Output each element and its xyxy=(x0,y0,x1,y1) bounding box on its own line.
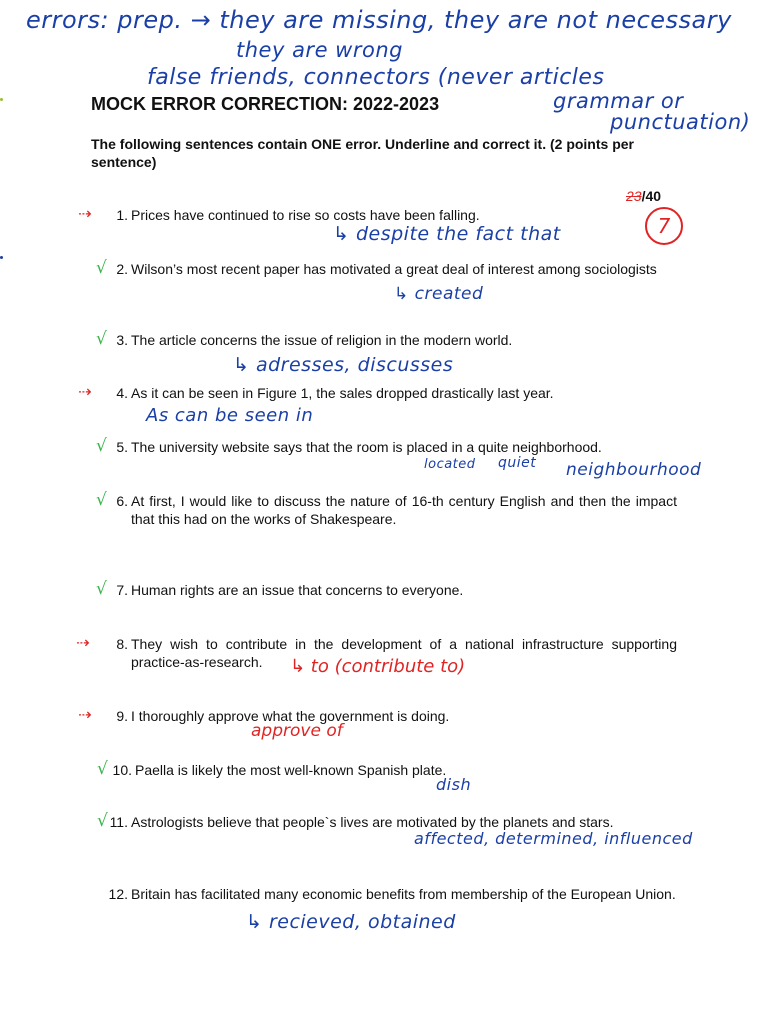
check-mark: √ xyxy=(96,329,107,349)
item-text: Paella is likely the most well-known Spanish plate. xyxy=(135,762,447,778)
item-correction: approve of xyxy=(251,721,343,741)
item-number: 6. xyxy=(116,493,128,509)
item-correction: ↳ recieved, obtained xyxy=(246,911,456,933)
score-circled: 7 xyxy=(645,207,683,245)
item-text: They wish to contribute in the development of a national infrastructure supporting practice-as-research. xyxy=(131,636,677,670)
arrow-mark: ⇢ xyxy=(78,705,92,724)
item-correction: ↳ to (contribute to) xyxy=(290,656,466,677)
item-correction: As can be seen in xyxy=(146,405,314,426)
item-number: 9. xyxy=(116,708,128,724)
arrow-mark: ⇢ xyxy=(78,204,92,223)
item-text: As it can be seen in Figure 1, the sales dropped drastically last year. xyxy=(131,385,554,401)
handwritten-note-line1: errors: prep. → they are missing, they are not necessary xyxy=(26,6,732,34)
item-text: Human rights are an issue that concerns to everyone. xyxy=(131,582,464,598)
margin-ink-dot xyxy=(0,256,3,259)
item-text: Prices have continued to rise so costs have been falling. xyxy=(131,207,480,223)
check-mark: √ xyxy=(96,258,107,278)
handwritten-note-line4: grammar or xyxy=(553,89,684,113)
item-correction-b: quiet xyxy=(498,455,537,471)
item-correction: ↳ adresses, discusses xyxy=(233,354,454,376)
score-crossed: 23 xyxy=(626,188,642,204)
list-item xyxy=(100,707,677,725)
item-correction: dish xyxy=(436,775,472,794)
handwritten-note-line5: punctuation) xyxy=(610,110,751,134)
item-text: The article concerns the issue of religion in the modern world. xyxy=(131,332,513,348)
margin-ink-dot xyxy=(0,98,3,101)
score xyxy=(626,188,661,204)
item-text: At first, I would like to discuss the nature of 16-th century English and then the impact that this had on the works of Shakespeare. xyxy=(131,493,677,527)
item-text: Astrologists believe that people`s lives are motivated by the planets and stars. xyxy=(131,814,614,830)
list-item xyxy=(100,492,677,528)
list-item xyxy=(100,260,677,278)
item-text: I thoroughly approve what the government is doing. xyxy=(131,708,450,724)
list-item xyxy=(100,885,677,903)
item-correction-a: located xyxy=(424,457,476,472)
item-number: 12. xyxy=(108,886,128,902)
item-number: 1. xyxy=(116,207,128,223)
arrow-mark: ⇢ xyxy=(76,633,90,652)
item-number: 11. xyxy=(109,814,128,830)
item-number: 10. xyxy=(112,762,132,778)
list-item xyxy=(100,206,677,224)
item-text: Britain has facilitated many economic benefits from membership of the European Union. xyxy=(131,886,676,902)
list-item xyxy=(100,581,677,599)
item-correction: ↳ despite the fact that xyxy=(333,223,561,245)
list-item xyxy=(100,331,677,349)
list-item xyxy=(100,438,677,456)
item-number: 4. xyxy=(116,385,128,401)
handwritten-note-line3: false friends, connectors (never articles xyxy=(147,65,605,90)
item-text: Wilson’s most recent paper has motivated a great deal of interest among sociologists xyxy=(131,261,657,277)
item-number: 7. xyxy=(116,582,128,598)
check-mark: √ xyxy=(96,579,107,599)
check-mark: √ xyxy=(97,759,108,779)
instructions: The following sentences contain ONE error. Underline and correct it. (2 points per sentence) xyxy=(91,136,634,170)
item-number: 8. xyxy=(116,636,128,652)
page-title: MOCK ERROR CORRECTION: 2022-2023 xyxy=(91,94,440,114)
check-mark: √ xyxy=(96,436,107,456)
item-number: 5. xyxy=(116,439,128,455)
item-number: 2. xyxy=(116,261,128,277)
list-item xyxy=(100,384,677,402)
check-mark: √ xyxy=(96,490,107,510)
item-number: 3. xyxy=(116,332,128,348)
item-correction-c: neighbourhood xyxy=(566,460,702,480)
check-mark: √ xyxy=(97,811,108,831)
arrow-mark: ⇢ xyxy=(78,382,92,401)
handwritten-note-line2: they are wrong xyxy=(236,38,403,62)
item-text: The university website says that the room is placed in a quite neighborhood. xyxy=(131,439,602,455)
list-item xyxy=(100,761,677,779)
item-correction: ↳ created xyxy=(394,284,484,304)
item-correction: affected, determined, influenced xyxy=(414,829,693,848)
score-total: /40 xyxy=(641,188,662,204)
